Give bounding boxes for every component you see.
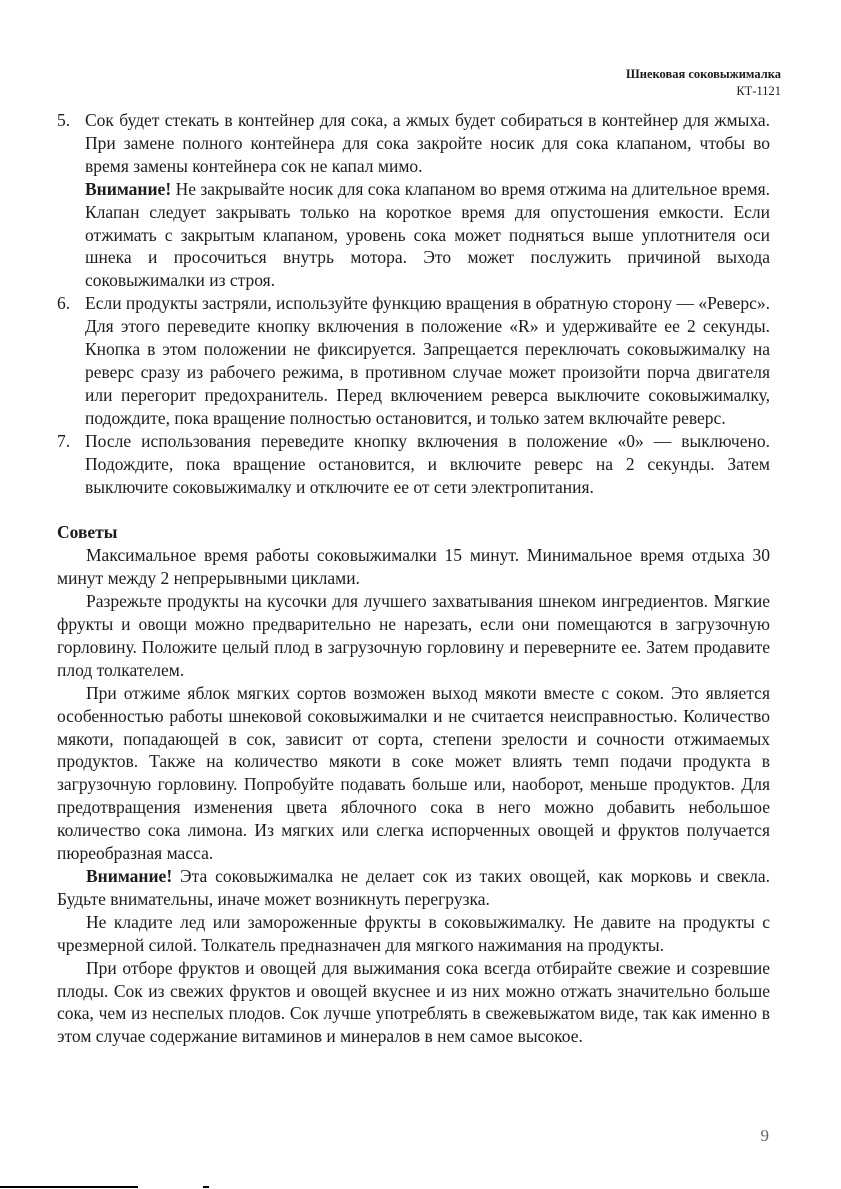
step-text: Сок будет стекать в контейнер для сока, а жмых будет собираться в контейнер для жмыха. При замене полного контейнера для сока закройте носик для сока клапаном, чтобы во время замены контейнера сок не капал мимо. — [85, 110, 770, 176]
instruction-steps — [57, 109, 770, 498]
tips-paragraph: При отборе фруктов и овощей для выжимания сока всегда отбирайте свежие и созревшие плоды. Сок из свежих фруктов и овощей вкуснее и из них можно отжать значительно больше сока, чем из неспелых плодов. Сок лучше употреблять в свежевыжатом виде, так как именно в этом случае содержание витаминов и минералов в нем самое высокое. — [57, 957, 770, 1047]
warning-text: Не закрывайте носик для сока клапаном во время отжима на длительное время. Клапан следует закрывать только на короткое время для опустошения емкости. Если отжимать с закрытым клапаном, уровень сока может подняться выше уплотнителя оси шнека и просочиться внутрь мотора. Это может послужить причиной выхода соковыжималки из строя. — [85, 178, 770, 291]
footer-tick-mark — [203, 1186, 209, 1188]
tips-paragraph: Максимальное время работы соковыжималки 15 минут. Минимальное время отдыха 30 минут между 2 непрерывными циклами. — [57, 545, 770, 589]
tips-warning-paragraph — [57, 865, 770, 911]
footer-rule — [0, 1186, 138, 1188]
tips-paragraph: Разрежьте продукты на кусочки для лучшего захватывания шнеком ингредиентов. Мягкие фрукты и овощи можно предварительно не нарезать, если они помещаются в загрузочную горловину. Положите целый плод в загрузочную горловину и переверните ее. Затем продавите плод толкателем. — [57, 591, 770, 680]
step-text: Если продукты застряли, используйте функцию вращения в обратную сторону — «Реверс». Для этого переведите кнопку включения в положение «R» и удерживайте ее 2 секунды. Кнопка в этом положении не фиксируется. Запрещается переключать соковыжималку на реверс сразу из рабочего режима, в противном случае может произойти порча двигателя или перегорит предохранитель. Перед включением реверса выключите соковыжималку, подождите, пока вращение полностью остановится, и только затем включайте реверс. — [85, 293, 770, 428]
page-number: 9 — [760, 1126, 769, 1145]
main-content — [57, 109, 770, 1048]
page-header — [626, 66, 781, 100]
tips-paragraph: При отжиме яблок мягких сортов возможен выход мякоти вместе с соком. Это является особенностью работы шнековой соковыжималки и не считается неисправностью. Количество мякоти, попадающей в сок, зависит от сорта, степени зрелости и сочности отжимаемых продуктов. Также на количество мякоти в соке может влиять темп подачи продукта в загрузочную горловину. Попробуйте подавать больше или, наоборот, меньше продуктов. Для предотвращения изменения цвета яблочного сока в него можно добавить небольшое количество сока лимона. Из мягких или слегка испорченных овощей и фруктов получается пюреобразная масса. — [57, 682, 770, 864]
warning-label: Внимание! — [85, 178, 172, 199]
step-number: 5. — [57, 110, 71, 130]
tips-paragraph: Не кладите лед или замороженные фрукты в соковыжималку. Не давите на продукты с чрезмерной силой. Толкатель предназначен для мягкого нажимания на продукты. — [57, 911, 770, 955]
step-warning — [85, 178, 770, 293]
warning-text: Эта соковыжималка не делает сок из таких овощей, как морковь и свекла. Будьте внимательны, иначе может возникнуть перегрузка. — [57, 866, 770, 909]
step-item — [57, 430, 770, 499]
step-number: 7. — [57, 430, 71, 451]
step-text: После использования переведите кнопку включения в положение «0» — выключено. Подождите, пока вращение остановится, и включите реверс на 2 секунды. Затем выключите соковыжималку и отключите ее от сети электропитания. — [85, 430, 770, 497]
warning-label: Внимание! — [86, 866, 173, 886]
step-number: 6. — [57, 293, 71, 314]
step-item — [57, 292, 770, 429]
product-title: Шнековая соковыжималка — [626, 67, 781, 81]
tips-heading: Советы — [57, 522, 118, 543]
step-item — [57, 109, 770, 292]
product-model: КТ-1121 — [736, 84, 781, 98]
